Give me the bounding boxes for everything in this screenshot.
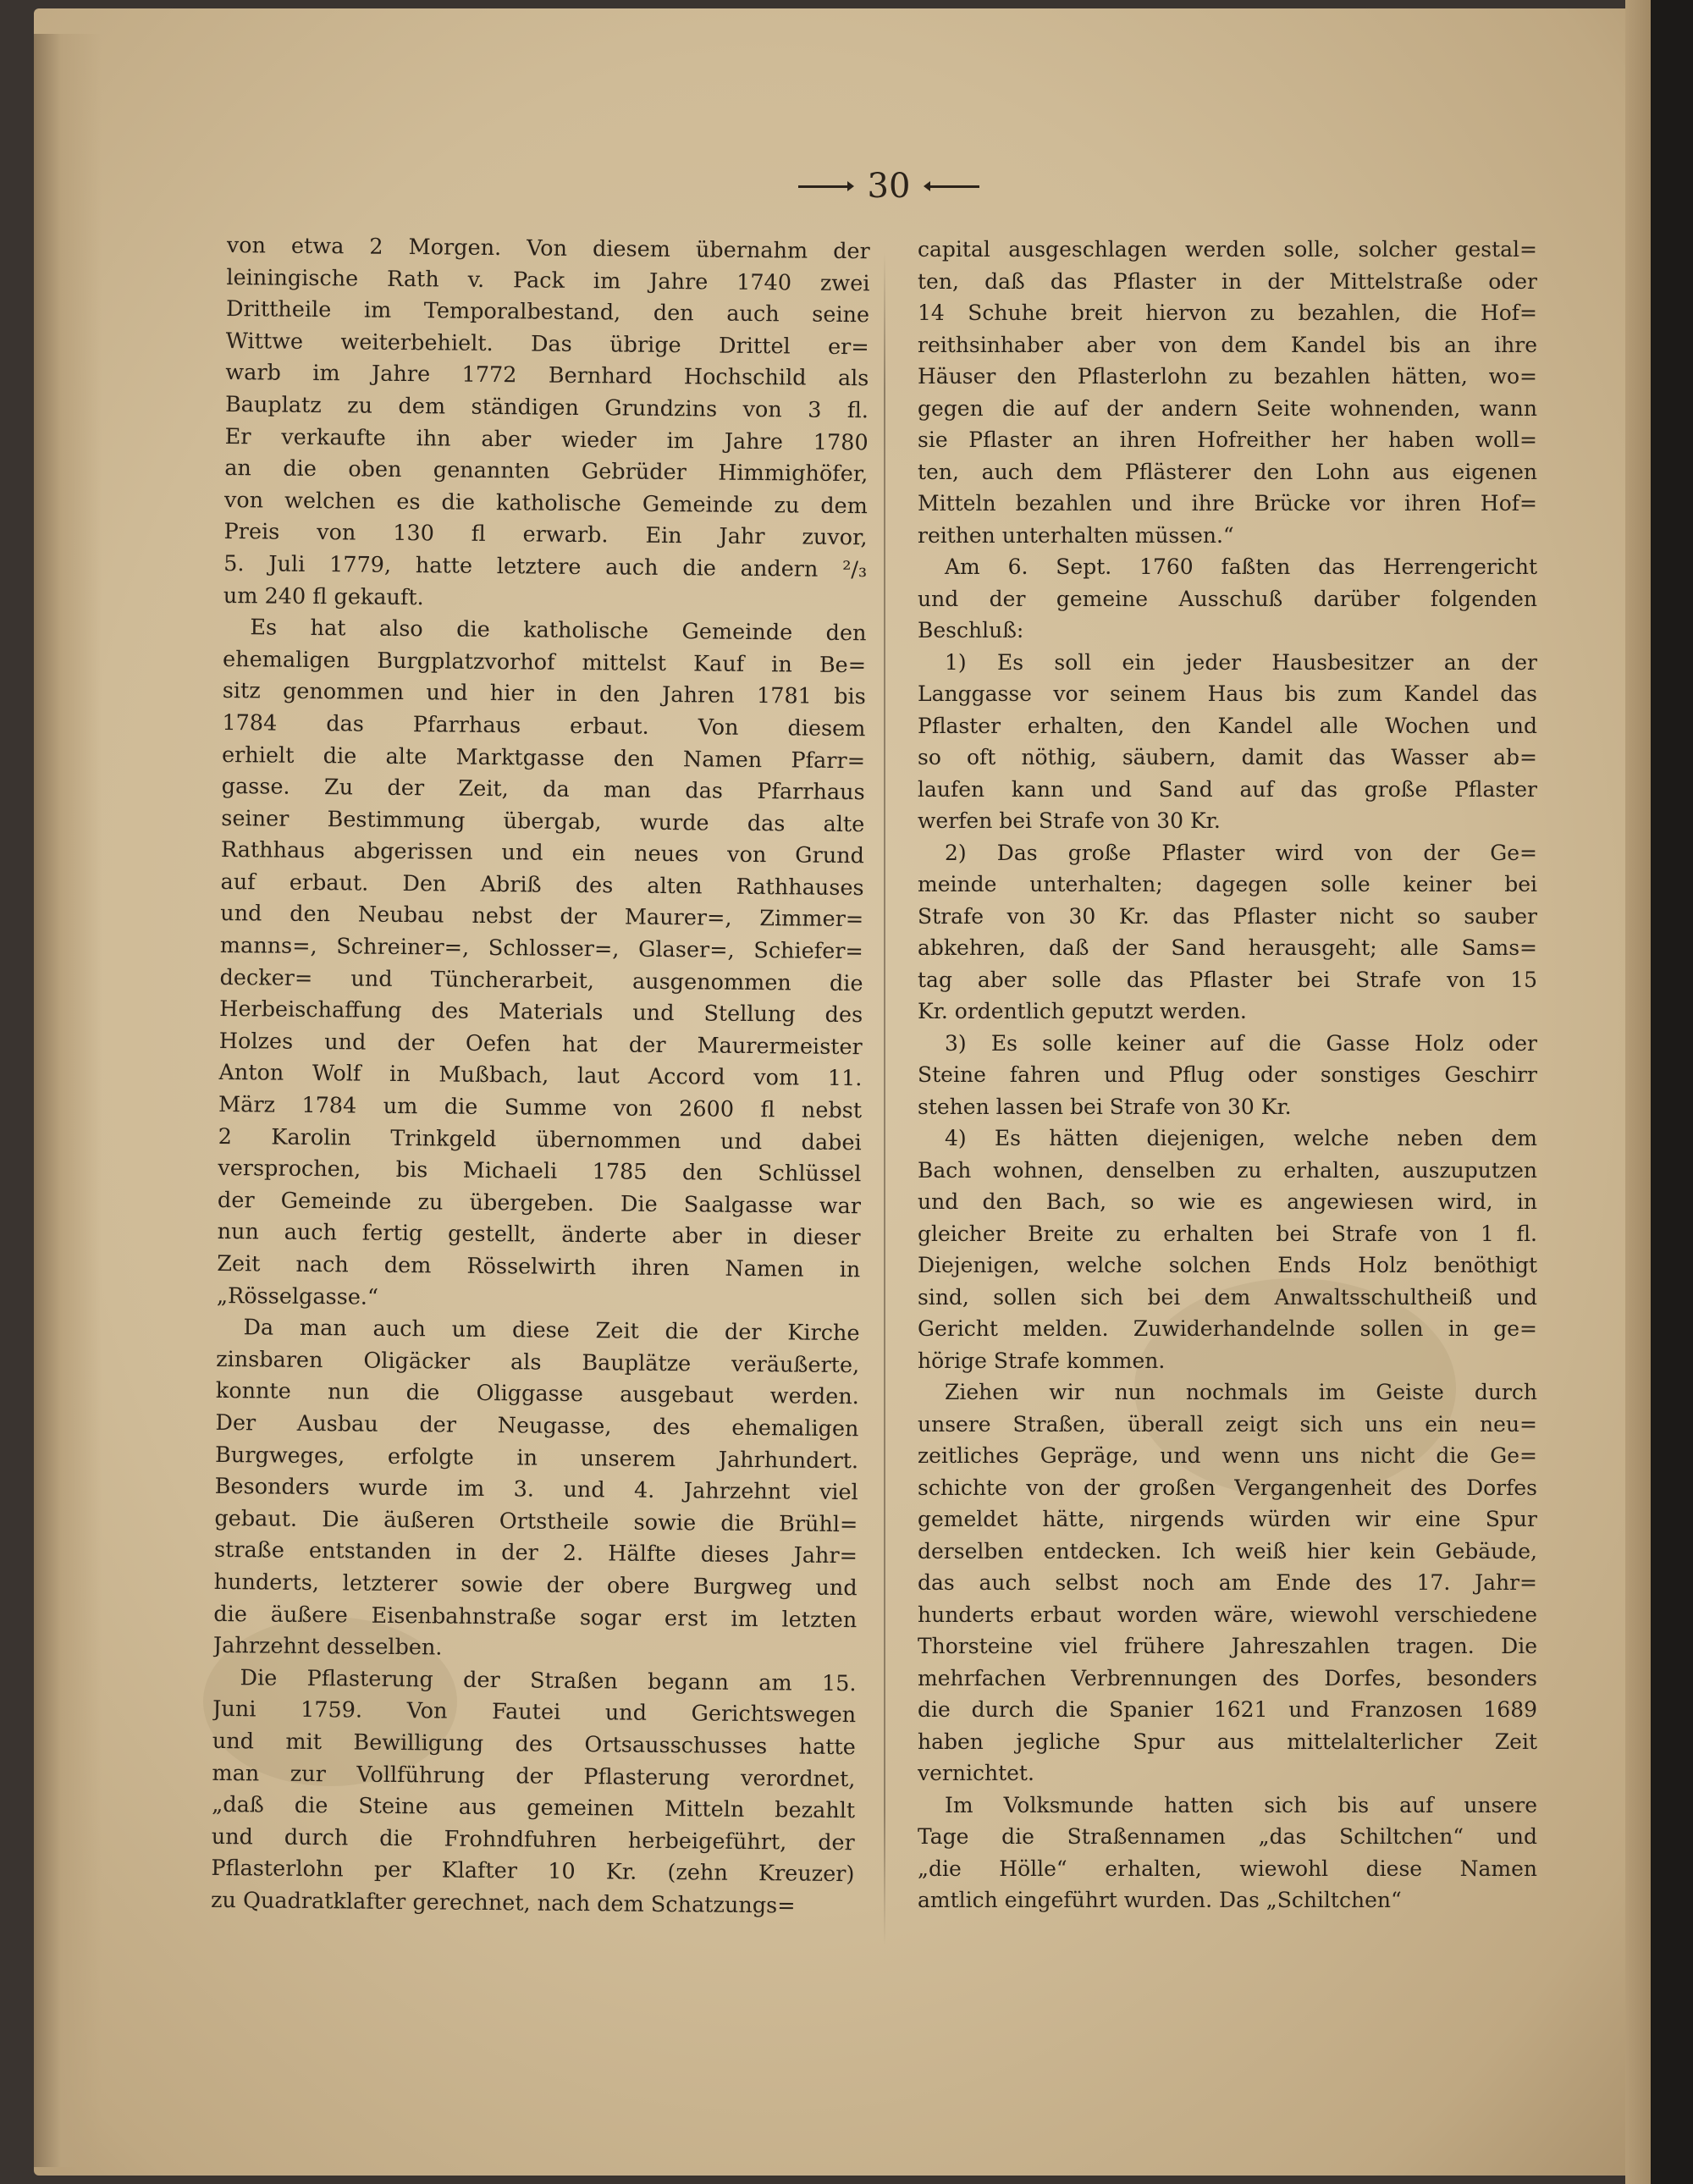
text-line: mehrfachen Verbrennungen des Dorfes, besonders <box>918 1665 1537 1690</box>
text-line: zu Quadratklafter gerechnet, nach dem Schatzungs= <box>210 1887 796 1919</box>
text-line: Besonders wurde im 3. und 4. Jahrzehnt viel <box>214 1474 858 1506</box>
text-line: laufen kann und Sand auf das große Pflaster <box>918 776 1537 802</box>
text-line: Anton Wolf in Mußbach, laut Accord vom 11. <box>218 1060 863 1092</box>
text-line: tag aber solle das Pflaster bei Strafe von 15 <box>918 967 1537 992</box>
text-line: gasse. Zu der Zeit, da man das Pfarrhaus <box>221 774 865 806</box>
text-line: haben jegliche Spur aus mittelalterlicher Zeit <box>918 1729 1537 1754</box>
text-line: Es hat also die katholische Gemeinde den <box>250 615 867 647</box>
text-line: stehen lassen bei Strafe von 30 Kr. <box>918 1094 1292 1119</box>
text-line: die äußere Eisenbahnstraße sogar erst im letzten <box>213 1601 858 1633</box>
text-line: Langgasse vor seinem Haus bis zum Kandel das <box>918 681 1537 706</box>
text-line: manns=, Schreiner=, Schlosser=, Glaser=, Schiefer= <box>219 933 863 965</box>
text-line: meinde unterhalten; dagegen solle keiner bei <box>918 872 1537 896</box>
text-line: ehemaligen Burgplatzvorhof mittelst Kauf in Be= <box>222 646 867 678</box>
text-line: „daß die Steine aus gemeinen Mitteln bezahlt <box>212 1792 856 1824</box>
header-ornament-right <box>929 185 979 188</box>
text-line: Jahrzehnt desselben. <box>212 1633 443 1661</box>
text-line: Drittheile im Temporalbestand, den auch seine <box>225 296 870 328</box>
text-line: so oft nöthig, säubern, damit das Wasser ab= <box>918 745 1537 769</box>
text-line: 14 Schuhe breit hiervon zu bezahlen, die Hof= <box>918 301 1537 325</box>
text-line: und durch die Frohndfuhren herbeigeführt, der <box>211 1823 855 1856</box>
text-line: und der gemeine Ausschuß darüber folgenden <box>918 586 1537 611</box>
text-line: Strafe von 30 Kr. das Pflaster nicht so sauber <box>918 903 1537 929</box>
text-line: und den Bach, so wie es angewiesen wird, in <box>918 1189 1537 1214</box>
text-line: Thorsteine viel frühere Jahreszahlen tragen. Die <box>918 1634 1537 1658</box>
text-line: nun auch fertig gestellt, änderte aber in dieser <box>217 1219 861 1251</box>
text-line: man zur Vollführung der Pflasterung verordnet, <box>212 1760 856 1792</box>
text-line: reithsinhaber aber von dem Kandel bis an ihre <box>918 332 1537 357</box>
text-line: 4) Es hätten diejenigen, welche neben dem <box>945 1126 1537 1150</box>
header-ornament-left <box>798 185 849 188</box>
text-line: gleicher Breite zu erhalten bei Strafe von 1 fl. <box>918 1221 1537 1246</box>
text-line: leiningische Rath v. Pack im Jahre 1740 zwei <box>226 264 870 296</box>
text-line: unsere Straßen, überall zeigt sich uns ein neu= <box>918 1411 1537 1437</box>
text-line: Herbeischaffung des Materials und Stellung des <box>219 996 863 1029</box>
text-line: reithen unterhalten müssen.“ <box>918 522 1234 548</box>
text-line: Beschluß: <box>918 618 1024 643</box>
text-line: versprochen, bis Michaeli 1785 den Schlüssel <box>218 1155 862 1188</box>
text-line: sitz genommen und hier in den Jahren 1781 bis <box>222 678 866 710</box>
text-line: gebaut. Die äußeren Ortstheile sowie die Brühl= <box>214 1505 858 1537</box>
right-text-column <box>918 234 1537 1961</box>
text-line: Pflasterlohn per Klafter 10 Kr. (zehn Kreuzer) <box>211 1856 855 1888</box>
text-line: die durch die Spanier 1621 und Franzosen 1689 <box>918 1697 1537 1722</box>
text-line: „Rösselgasse.“ <box>216 1282 379 1310</box>
text-line: Zeit nach dem Rösselwirth ihren Namen in <box>217 1250 861 1283</box>
text-line: 2) Das große Pflaster wird von der Ge= <box>945 840 1537 865</box>
text-line: Am 6. Sept. 1760 faßten das Herrengericht <box>945 554 1537 579</box>
text-line: Da man auch um diese Zeit die der Kirche <box>243 1315 860 1347</box>
text-line: Burgweges, erfolgte in unserem Jahrhundert. <box>214 1442 859 1474</box>
text-line: straße entstanden in der 2. Hälfte dieses Jahr= <box>213 1537 858 1569</box>
text-line: abkehren, daß der Sand herausgeht; alle Sams= <box>918 935 1537 960</box>
text-line: hörige Strafe kommen. <box>918 1348 1166 1373</box>
text-line: zinsbaren Oligäcker als Bauplätze veräußerte, <box>216 1346 860 1379</box>
column-divider <box>884 252 885 1945</box>
left-text-column <box>210 230 870 1963</box>
page-edge-left <box>34 34 102 2167</box>
text-line: Holzes und der Oefen hat der Maurermeister <box>218 1028 863 1061</box>
page-header <box>762 161 1016 212</box>
text-line: Steine fahren und Pflug oder sonstiges Geschirr <box>918 1062 1537 1087</box>
text-line: Die Pflasterung der Straßen begann am 15. <box>240 1664 857 1696</box>
page-number: 30 <box>867 167 911 206</box>
text-line: amtlich eingeführt wurden. Das „Schiltchen“ <box>918 1888 1402 1912</box>
text-line: warb im Jahre 1772 Bernhard Hochschild als <box>225 360 869 392</box>
text-line: sie Pflaster an ihren Hofreither her haben woll= <box>918 427 1537 452</box>
text-line: „die Hölle“ erhalten, wiewohl diese Namen <box>918 1856 1537 1881</box>
text-line: vernichtet. <box>918 1761 1034 1785</box>
text-line: und mit Bewilligung des Ortsausschusses hatte <box>212 1728 856 1761</box>
text-line: schichte von der großen Vergangenheit des Dorfes <box>918 1475 1537 1500</box>
text-line: Bach wohnen, denselben zu erhalten, auszuputzen <box>918 1157 1537 1183</box>
text-line: Bauplatz zu dem ständigen Grundzins von 3 fl. <box>224 391 869 424</box>
text-line: der Gemeinde zu übergeben. Die Saalgasse war <box>217 1187 862 1220</box>
text-line: Diejenigen, welche solchen Ends Holz benöthigt <box>918 1253 1537 1277</box>
text-line: Wittwe weiterbehielt. Das übrige Drittel er= <box>225 328 869 361</box>
text-line: Tage die Straßennamen „das Schiltchen“ und <box>918 1824 1537 1849</box>
text-line: 1) Es soll ein jeder Hausbesitzer an der <box>945 649 1537 675</box>
text-line: decker= und Tüncherarbeit, ausgenommen die <box>219 964 863 996</box>
text-line: an die oben genannten Gebrüder Himmighöfer, <box>224 455 869 488</box>
text-line: sind, sollen sich bei dem Anwaltsschultheiß und <box>918 1284 1537 1310</box>
text-line: Kr. ordentlich geputzt werden. <box>918 999 1247 1023</box>
text-line: von etwa 2 Morgen. Von diesem übernahm der <box>226 232 870 265</box>
text-line: Der Ausbau der Neugasse, des ehemaligen <box>215 1409 859 1442</box>
text-line: 5. Juli 1779, hatte letztere auch die andern ²/₃ <box>223 550 868 583</box>
book-spine <box>1651 0 1693 2184</box>
text-line: Im Volksmunde hatten sich bis auf unsere <box>945 1792 1537 1817</box>
text-line: Gericht melden. Zuwiderhandelnde sollen in ge= <box>918 1316 1537 1341</box>
text-line: derselben entdecken. Ich weiß hier kein Gebäude, <box>918 1538 1537 1564</box>
text-line: gemeldet hätte, nirgends würden wir eine Spur <box>918 1507 1537 1531</box>
text-line: Juni 1759. Von Fautei und Gerichtswegen <box>212 1696 857 1729</box>
text-line: um 240 fl gekauft. <box>223 582 424 610</box>
text-line: auf erbaut. Den Abriß des alten Rathhauses <box>220 869 864 902</box>
text-line: konnte nun die Oliggasse ausgebaut werden. <box>215 1378 859 1410</box>
text-line: Häuser den Pflasterlohn zu bezahlen hätten, wo= <box>918 364 1537 389</box>
text-line: seiner Bestimmung übergab, wurde das alte <box>221 805 865 837</box>
text-line: zeitliches Gepräge, und wenn uns nicht die Ge= <box>918 1443 1537 1468</box>
text-line: 3) Es solle keiner auf die Gasse Holz oder <box>945 1030 1537 1056</box>
text-line: ten, daß das Pflaster in der Mittelstraße oder <box>918 268 1537 294</box>
text-line: Preis von 130 fl erwarb. Ein Jahr zuvor, <box>223 519 868 551</box>
text-line: 1784 das Pfarrhaus erbaut. Von diesem <box>222 709 866 742</box>
text-line: Pflaster erhalten, den Kandel alle Wochen und <box>918 713 1537 738</box>
text-line: Er verkaufte ihn aber wieder im Jahre 1780 <box>224 423 869 455</box>
text-line: das auch selbst noch am Ende des 17. Jahr= <box>918 1570 1537 1595</box>
text-line: hunderts, letzterer sowie der obere Burgweg und <box>213 1569 858 1602</box>
text-line: werfen bei Strafe von 30 Kr. <box>918 808 1221 833</box>
text-line: gegen die auf der andern Seite wohnenden, wann <box>918 395 1537 421</box>
text-line: capital ausgeschlagen werden solle, solcher gestal= <box>918 237 1537 262</box>
text-line: März 1784 um die Summe von 2600 fl nebst <box>218 1091 863 1124</box>
text-line: hunderts erbaut worden wäre, wiewohl verschiedene <box>918 1602 1537 1627</box>
text-line: und den Neubau nebst der Maurer=, Zimmer= <box>220 901 864 933</box>
text-line: Rathhaus abgerissen und ein neues von Grund <box>220 837 865 869</box>
text-line: ten, auch dem Pflästerer den Lohn aus eigenen <box>918 459 1537 484</box>
text-line: von welchen es die katholische Gemeinde zu dem <box>223 487 869 520</box>
text-line: 2 Karolin Trinkgeld übernommen und dabei <box>218 1123 862 1155</box>
text-line: Mitteln bezahlen und ihre Brücke vor ihren Hof= <box>918 491 1537 516</box>
text-line: Ziehen wir nun nochmals im Geiste durch <box>945 1380 1537 1404</box>
text-line: erhielt die alte Marktgasse den Namen Pfarr= <box>221 742 866 774</box>
